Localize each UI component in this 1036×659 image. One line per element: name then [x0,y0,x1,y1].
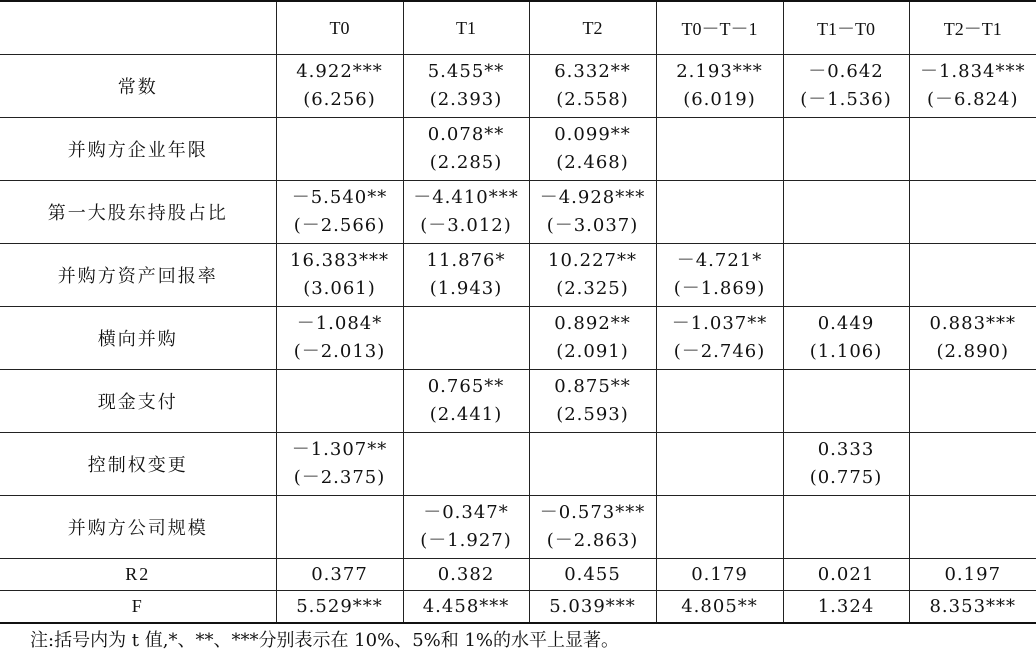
coef-cell [783,307,909,370]
coef-cell [783,433,909,496]
t-value: (2.325) [556,278,629,299]
coef-cell [529,244,656,307]
coef-cell [276,181,403,244]
coef-cell [656,433,783,496]
coef-cell [529,118,656,181]
row-label: 现金支付 [0,370,276,433]
coefficient: 2.193*** [676,61,763,82]
coef-cell [276,496,403,559]
t-value: (－2.013) [293,341,386,362]
stat-cell [783,591,909,624]
coef-cell [656,496,783,559]
coef-cell [529,307,656,370]
coefficient: 0.875** [554,376,631,397]
stat-value: 1.324 [817,595,875,617]
coefficient: 0.892** [554,313,631,334]
coef-cell [276,118,403,181]
stat-cell [529,591,656,624]
t-value: (－6.824) [926,89,1019,110]
stat-cell [909,591,1036,624]
stat-cell [656,559,783,591]
coef-cell [403,307,529,370]
coef-cell [656,307,783,370]
coefficient: －4.928*** [539,187,646,208]
coef-cell [529,181,656,244]
coefficient: －1.037** [671,313,768,334]
t-value: (1.106) [809,341,883,362]
t-value: (－2.566) [293,215,386,236]
t-value: (2.468) [556,152,629,173]
coef-cell [276,370,403,433]
stat-value: 4.805** [681,595,758,617]
coef-cell [403,370,529,433]
t-value: (－2.863) [546,530,639,551]
table-row [0,307,1036,370]
header-cell: T1 [403,1,529,55]
coefficient: －4.410*** [413,187,519,208]
coef-cell [909,370,1036,433]
t-value: (2.890) [936,341,1010,362]
stat-cell [656,591,783,624]
coef-cell [656,370,783,433]
stat-cell [276,591,403,624]
coef-cell [909,496,1036,559]
coef-cell [783,370,909,433]
stat-value: 0.021 [817,563,875,585]
coef-cell [403,181,529,244]
row-label: R2 [0,559,276,591]
t-value: (－1.536) [800,89,892,110]
coefficient: 5.455** [427,61,505,82]
t-value: (－1.927) [420,530,512,551]
table-row [0,181,1036,244]
coef-cell [656,244,783,307]
t-value: (6.019) [683,89,756,110]
stat-value: 8.353*** [929,595,1017,617]
row-label: 控制权变更 [0,433,276,496]
coef-cell [656,118,783,181]
coefficient: 0.333 [817,439,875,460]
t-value: (－3.012) [420,215,512,236]
t-value: (2.558) [556,89,629,110]
table-row [0,433,1036,496]
header-cell [0,1,276,55]
stat-value: 5.039*** [549,595,636,617]
table-row [0,370,1036,433]
stat-value: 0.382 [437,563,495,585]
coefficient: －1.084* [296,313,383,334]
coefficient: －4.721* [676,250,763,271]
stat-cell [276,559,403,591]
row-label: 第一大股东持股占比 [0,181,276,244]
table-note: 注:括号内为 t 值,*、**、***分别表示在 10%、5%和 1%的水平上显著。 [30,630,620,651]
t-value: (－2.746) [673,341,766,362]
coef-cell [783,244,909,307]
coef-cell [403,118,529,181]
coef-cell [909,181,1036,244]
stat-value: 0.179 [691,563,748,585]
coef-cell [403,433,529,496]
coefficient: －1.834*** [919,61,1026,82]
table-row [0,118,1036,181]
coefficient: －0.347* [423,502,509,523]
t-value: (2.091) [556,341,629,362]
table-row [0,244,1036,307]
coefficient: 0.099** [554,124,631,145]
t-value: (2.285) [429,152,503,173]
coef-cell [403,244,529,307]
coefficient: －0.573*** [539,502,646,523]
t-value: (－2.375) [293,467,386,488]
coefficient: －5.540** [291,187,388,208]
stat-value: 0.197 [944,563,1002,585]
coefficient: －1.307** [291,439,388,460]
coef-cell [276,307,403,370]
coef-cell [656,181,783,244]
row-label: 常数 [0,55,276,118]
coef-cell [529,433,656,496]
header-cell: T2－T1 [909,1,1036,55]
coefficient: 0.883*** [929,313,1017,334]
coef-cell [276,55,403,118]
coef-cell [529,496,656,559]
coef-cell [909,307,1036,370]
stat-row [0,559,1036,591]
header-cell: T1－T0 [783,1,909,55]
header-row [0,1,1036,55]
coef-cell [909,433,1036,496]
coef-cell [783,55,909,118]
coef-cell [783,496,909,559]
stat-cell [783,559,909,591]
row-label: 并购方资产回报率 [0,244,276,307]
coefficient: 16.383*** [290,250,389,271]
stat-value: 0.377 [311,563,368,585]
table-row [0,496,1036,559]
coefficient: 11.876* [426,250,506,271]
coefficient: 4.922*** [296,61,383,82]
stat-cell [403,559,529,591]
table-row [0,55,1036,118]
header-cell: T0 [276,1,403,55]
stat-value: 4.458*** [422,595,510,617]
row-label: 并购方企业年限 [0,118,276,181]
stat-cell [403,591,529,624]
coef-cell [529,370,656,433]
stat-value: 5.529*** [296,595,383,617]
t-value: (2.593) [556,404,629,425]
coef-cell [909,55,1036,118]
row-label: 横向并购 [0,307,276,370]
row-label: F [0,591,276,624]
coef-cell [529,55,656,118]
coef-cell [783,181,909,244]
t-value: (－1.869) [673,278,766,299]
t-value: (6.256) [303,89,376,110]
stat-value: 0.455 [564,563,621,585]
coef-cell [403,55,529,118]
coef-cell [276,433,403,496]
t-value: (1.943) [429,278,503,299]
t-value: (－3.037) [546,215,639,236]
coef-cell [783,118,909,181]
stat-cell [909,559,1036,591]
coefficient: －0.642 [808,61,884,82]
header-cell: T2 [529,1,656,55]
coefficient: 0.449 [817,313,875,334]
coef-cell [403,496,529,559]
stat-cell [529,559,656,591]
coef-cell [909,244,1036,307]
coefficient: 10.227** [548,250,637,271]
coefficient: 0.078** [427,124,505,145]
coefficient: 6.332** [554,61,631,82]
header-cell: T0－T－1 [656,1,783,55]
t-value: (0.775) [809,467,883,488]
t-value: (2.441) [429,404,503,425]
row-label: 并购方公司规模 [0,496,276,559]
stat-row [0,591,1036,624]
coef-cell [909,118,1036,181]
t-value: (2.393) [429,89,503,110]
t-value: (3.061) [303,278,376,299]
coef-cell [656,55,783,118]
coef-cell [276,244,403,307]
coefficient: 0.765** [427,376,505,397]
